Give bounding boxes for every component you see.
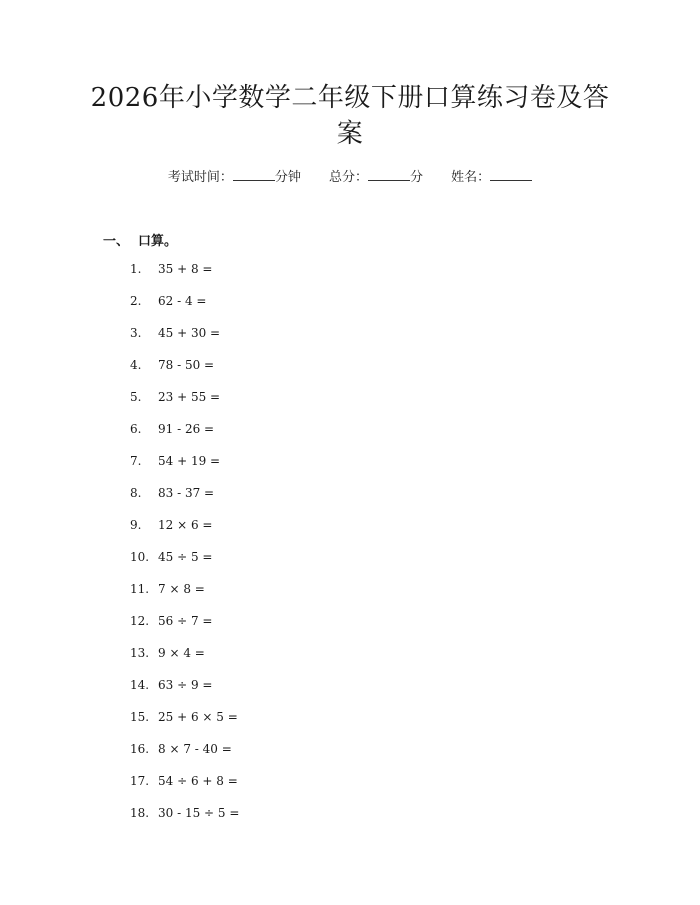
problem-number: 5. (130, 390, 142, 404)
student-name-blank[interactable] (490, 168, 532, 181)
problem-expression: 9 × 4 = (158, 646, 205, 660)
problem-item (130, 325, 239, 357)
problem-item (130, 485, 239, 517)
problem-item (130, 741, 239, 773)
exam-time-field (168, 168, 301, 187)
problem-item (130, 677, 239, 709)
exam-time-blank[interactable] (233, 168, 275, 181)
problem-number: 13. (130, 646, 150, 660)
problem-expression: 56 ÷ 7 = (158, 614, 213, 628)
total-score-blank[interactable] (368, 168, 410, 181)
problem-number: 10. (130, 550, 150, 564)
problem-expression: 23 + 55 = (158, 390, 221, 404)
problem-number: 14. (130, 678, 150, 692)
problem-expression: 35 + 8 = (158, 262, 213, 276)
problem-number: 2. (130, 294, 142, 308)
problem-item (130, 421, 239, 453)
page-title: 2026年小学数学二年级下册口算练习卷及答案 (90, 83, 610, 149)
student-name-field (451, 168, 532, 187)
problem-expression: 30 - 15 ÷ 5 = (158, 806, 240, 820)
problem-number: 9. (130, 518, 142, 532)
problem-number: 1. (130, 262, 142, 276)
problem-item (130, 773, 239, 805)
problem-item (130, 517, 239, 549)
total-score-unit: 分 (410, 170, 424, 185)
problem-expression: 62 - 4 = (158, 294, 207, 308)
problem-item (130, 549, 239, 581)
problem-item (130, 357, 239, 389)
section-title: 口算。 (138, 234, 178, 249)
problem-number: 7. (130, 454, 142, 468)
problem-item (130, 293, 239, 325)
exam-info-line (0, 168, 700, 187)
problem-expression: 8 × 7 - 40 = (158, 742, 232, 756)
section-number: 一、 (103, 234, 130, 249)
problem-item (130, 645, 239, 677)
exam-time-label: 考试时间： (167, 170, 233, 185)
problem-item (130, 709, 239, 741)
problem-item (130, 453, 239, 485)
problem-expression: 45 ÷ 5 = (158, 550, 213, 564)
problem-expression: 12 × 6 = (158, 518, 213, 532)
problem-expression: 45 + 30 = (158, 326, 221, 340)
problem-item (130, 805, 239, 837)
problem-expression: 7 × 8 = (158, 582, 205, 596)
problem-expression: 54 + 19 = (158, 454, 221, 468)
problem-item (130, 613, 239, 645)
problem-number: 18. (130, 806, 150, 820)
problem-number: 8. (130, 486, 142, 500)
problem-expression: 63 ÷ 9 = (158, 678, 213, 692)
problem-number: 12. (130, 614, 150, 628)
problem-number: 11. (130, 582, 150, 596)
exam-time-unit: 分钟 (274, 170, 301, 185)
problem-expression: 83 - 37 = (158, 486, 215, 500)
problem-expression: 25 + 6 × 5 = (158, 710, 238, 724)
problem-list (130, 261, 239, 837)
problem-number: 4. (130, 358, 142, 372)
problem-number: 6. (130, 422, 142, 436)
total-score-label: 总分： (328, 170, 368, 185)
student-name-label: 姓名： (451, 170, 491, 185)
section-heading (103, 230, 177, 249)
problem-number: 15. (130, 710, 150, 724)
problem-expression: 54 ÷ 6 + 8 = (158, 774, 238, 788)
problem-number: 17. (130, 774, 150, 788)
problem-expression: 91 - 26 = (158, 422, 215, 436)
total-score-field (329, 168, 423, 187)
problem-item (130, 261, 239, 293)
problem-expression: 78 - 50 = (158, 358, 215, 372)
problem-number: 3. (130, 326, 142, 340)
problem-number: 16. (130, 742, 150, 756)
problem-item (130, 389, 239, 421)
problem-item (130, 581, 239, 613)
